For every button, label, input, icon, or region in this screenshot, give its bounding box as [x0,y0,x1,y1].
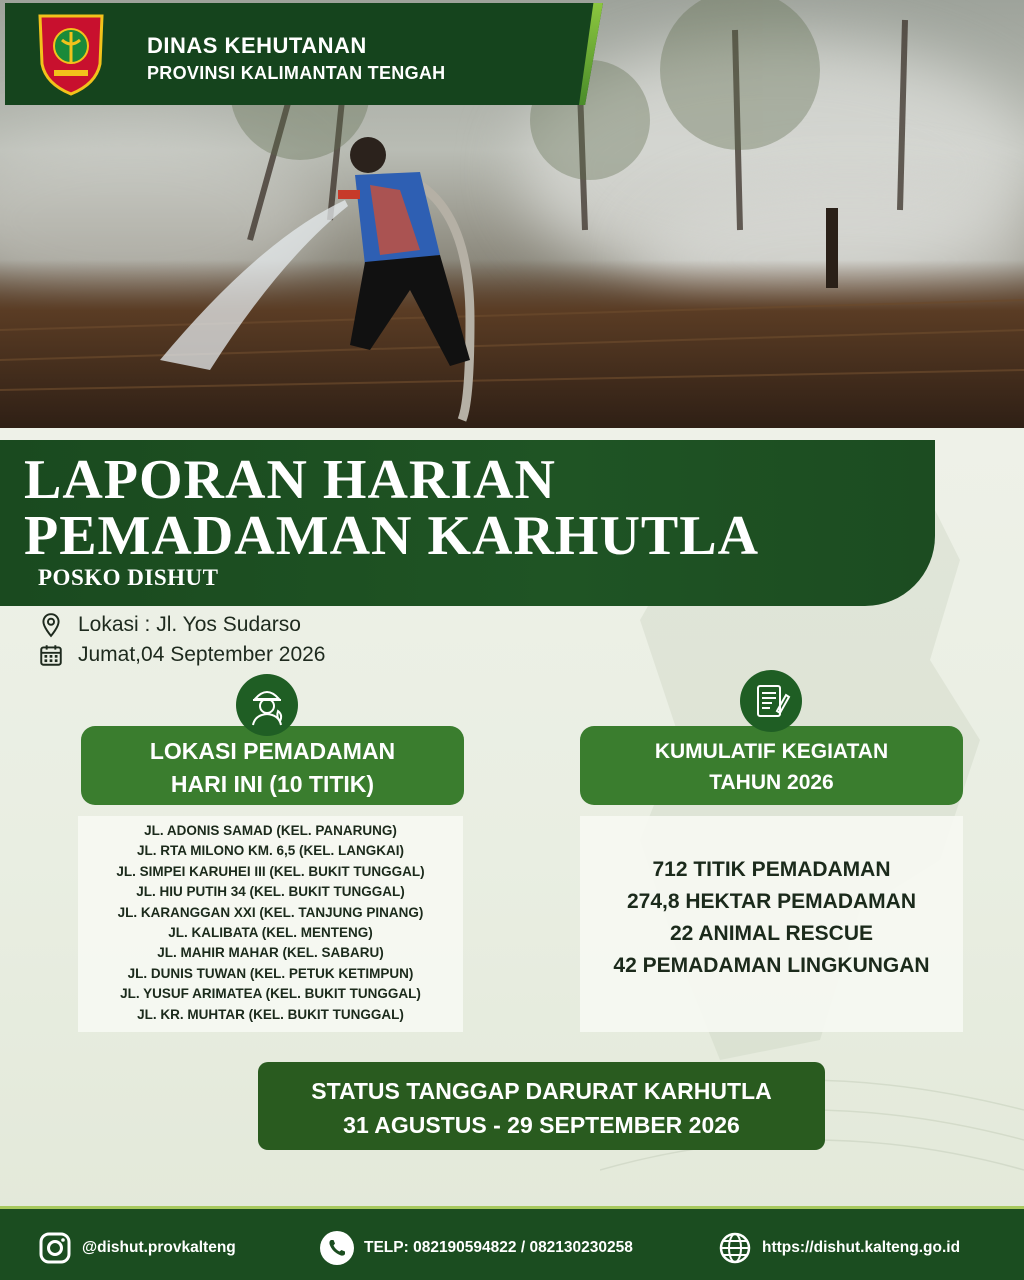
report-title-line2: PEMADAMAN KARHUTLA [24,505,760,567]
date-row [38,642,326,668]
list-item: JL. DUNIS TUWAN (KEL. PETUK KETIMPUN) [127,965,414,981]
stat-item: 42 PEMADAMAN LINGKUNGAN [613,954,930,977]
list-item: JL. HIU PUTIH 34 (KEL. BUKIT TUNGGAL) [136,884,405,900]
list-item: JL. SIMPEI KARUHEI III (KEL. BUKIT TUNGGAL) [116,863,425,879]
today-locations-heading-line2: HARI INI (10 TITIK) [170,771,375,797]
organization-province: PROVINSI KALIMANTAN TENGAH [147,63,446,83]
today-locations-list [78,816,463,1032]
kalimantan-tengah-emblem-icon [36,10,106,96]
list-item: JL. KALIBATA (KEL. MENTENG) [168,925,373,941]
date-text: Jumat,04 September 2026 [78,643,326,666]
list-item: JL. YUSUF ARIMATEA (KEL. BUKIT TUNGGAL) [120,986,421,1002]
emergency-status-box [258,1062,825,1150]
emergency-status-period: 31 AGUSTUS - 29 SEPTEMBER 2026 [343,1112,740,1138]
list-item: JL. ADONIS SAMAD (KEL. PANARUNG) [144,823,397,838]
stat-item: 22 ANIMAL RESCUE [669,922,874,945]
firefighter-icon [236,674,298,736]
location-text: Lokasi : Jl. Yos Sudarso [78,613,301,636]
telephone-numbers[interactable]: TELP: 082190594822 / 082130230258 [364,1239,633,1256]
globe-icon [718,1231,752,1265]
report-subtitle: POSKO DISHUT [38,565,219,590]
today-locations-heading [81,726,464,805]
list-item: JL. KR. MUHTAR (KEL. BUKIT TUNGGAL) [137,1006,404,1022]
organization-name: DINAS KEHUTANAN [147,33,367,58]
report-title-line1: LAPORAN HARIAN [24,449,556,511]
emergency-status-title: STATUS TANGGAP DARURAT KARHUTLA [311,1078,772,1104]
instagram-handle[interactable]: @dishut.provkalteng [82,1239,236,1256]
stat-item: 712 TITIK PEMADAMAN [652,858,891,881]
cumulative-activity-heading-line1: KUMULATIF KEGIATAN [654,740,889,763]
website-url[interactable]: https://dishut.kalteng.go.id [762,1239,961,1256]
cumulative-activity-heading [580,726,963,805]
footer-instagram[interactable] [38,1231,236,1265]
instagram-icon [38,1231,72,1265]
report-clipboard-icon [740,670,802,732]
cumulative-activity-heading-line2: TAHUN 2026 [709,771,834,794]
calendar-icon [38,642,64,668]
phone-icon [320,1231,354,1265]
location-row [38,612,301,638]
footer [0,1206,1024,1280]
stat-item: 274,8 HEKTAR PEMADAMAN [627,890,916,913]
footer-website[interactable] [718,1231,960,1265]
today-locations-heading-line1: LOKASI PEMADAMAN [149,738,396,764]
list-item: JL. RTA MILONO KM. 6,5 (KEL. LANGKAI) [137,843,404,859]
list-item: JL. KARANGGAN XXI (KEL. TANJUNG PINANG) [117,904,424,920]
list-item: JL. MAHIR MAHAR (KEL. SABARU) [157,945,384,961]
footer-telephone[interactable] [320,1231,633,1265]
map-pin-icon [38,612,64,638]
cumulative-activity-list [580,816,963,1032]
